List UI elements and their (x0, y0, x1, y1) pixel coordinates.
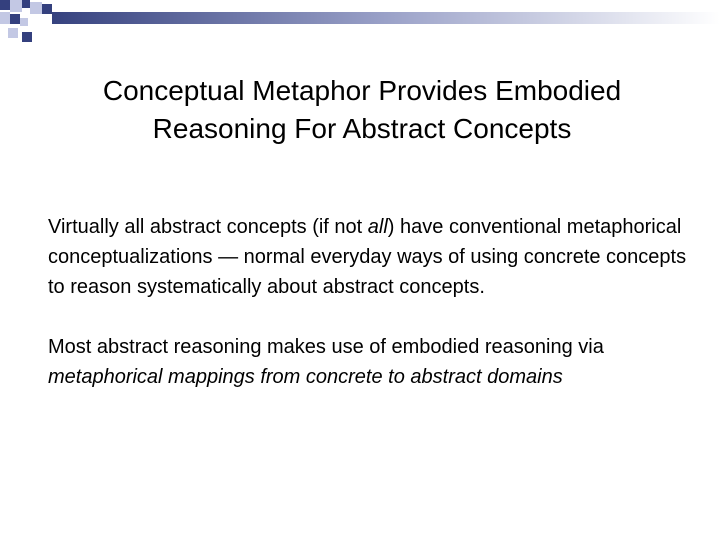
paragraph-1-emphasis: all (367, 216, 388, 238)
square-dark-5 (22, 32, 32, 42)
slide-body (48, 212, 688, 422)
header-decoration (0, 0, 720, 50)
square-light-3 (0, 12, 10, 24)
paragraph-2-emphasis: metaphorical mappings from concrete to abstract domains (48, 366, 563, 388)
paragraph-2 (48, 332, 688, 392)
square-dark-2 (22, 0, 30, 8)
square-dark-4 (10, 14, 20, 24)
paragraph-1 (48, 212, 688, 302)
square-light-5 (8, 28, 18, 38)
paragraph-2-text: Most abstract reasoning makes use of embodied reasoning via (48, 336, 604, 358)
paragraph-1-text-end: ) have conventional metaphorical conceptualizations — normal everyday ways of using concrete concepts to reason systematically about abstract concepts. (48, 216, 687, 298)
square-light-2 (30, 2, 42, 14)
square-dark-3 (42, 4, 52, 14)
square-dark-1 (0, 0, 10, 10)
square-light-4 (20, 18, 28, 26)
paragraph-1-text: Virtually all abstract concepts (if not (48, 216, 368, 238)
square-light-1 (10, 0, 22, 12)
slide-title: Conceptual Metaphor Provides Embodied Reasoning For Abstract Concepts (102, 75, 622, 144)
gradient-bar (52, 12, 720, 24)
